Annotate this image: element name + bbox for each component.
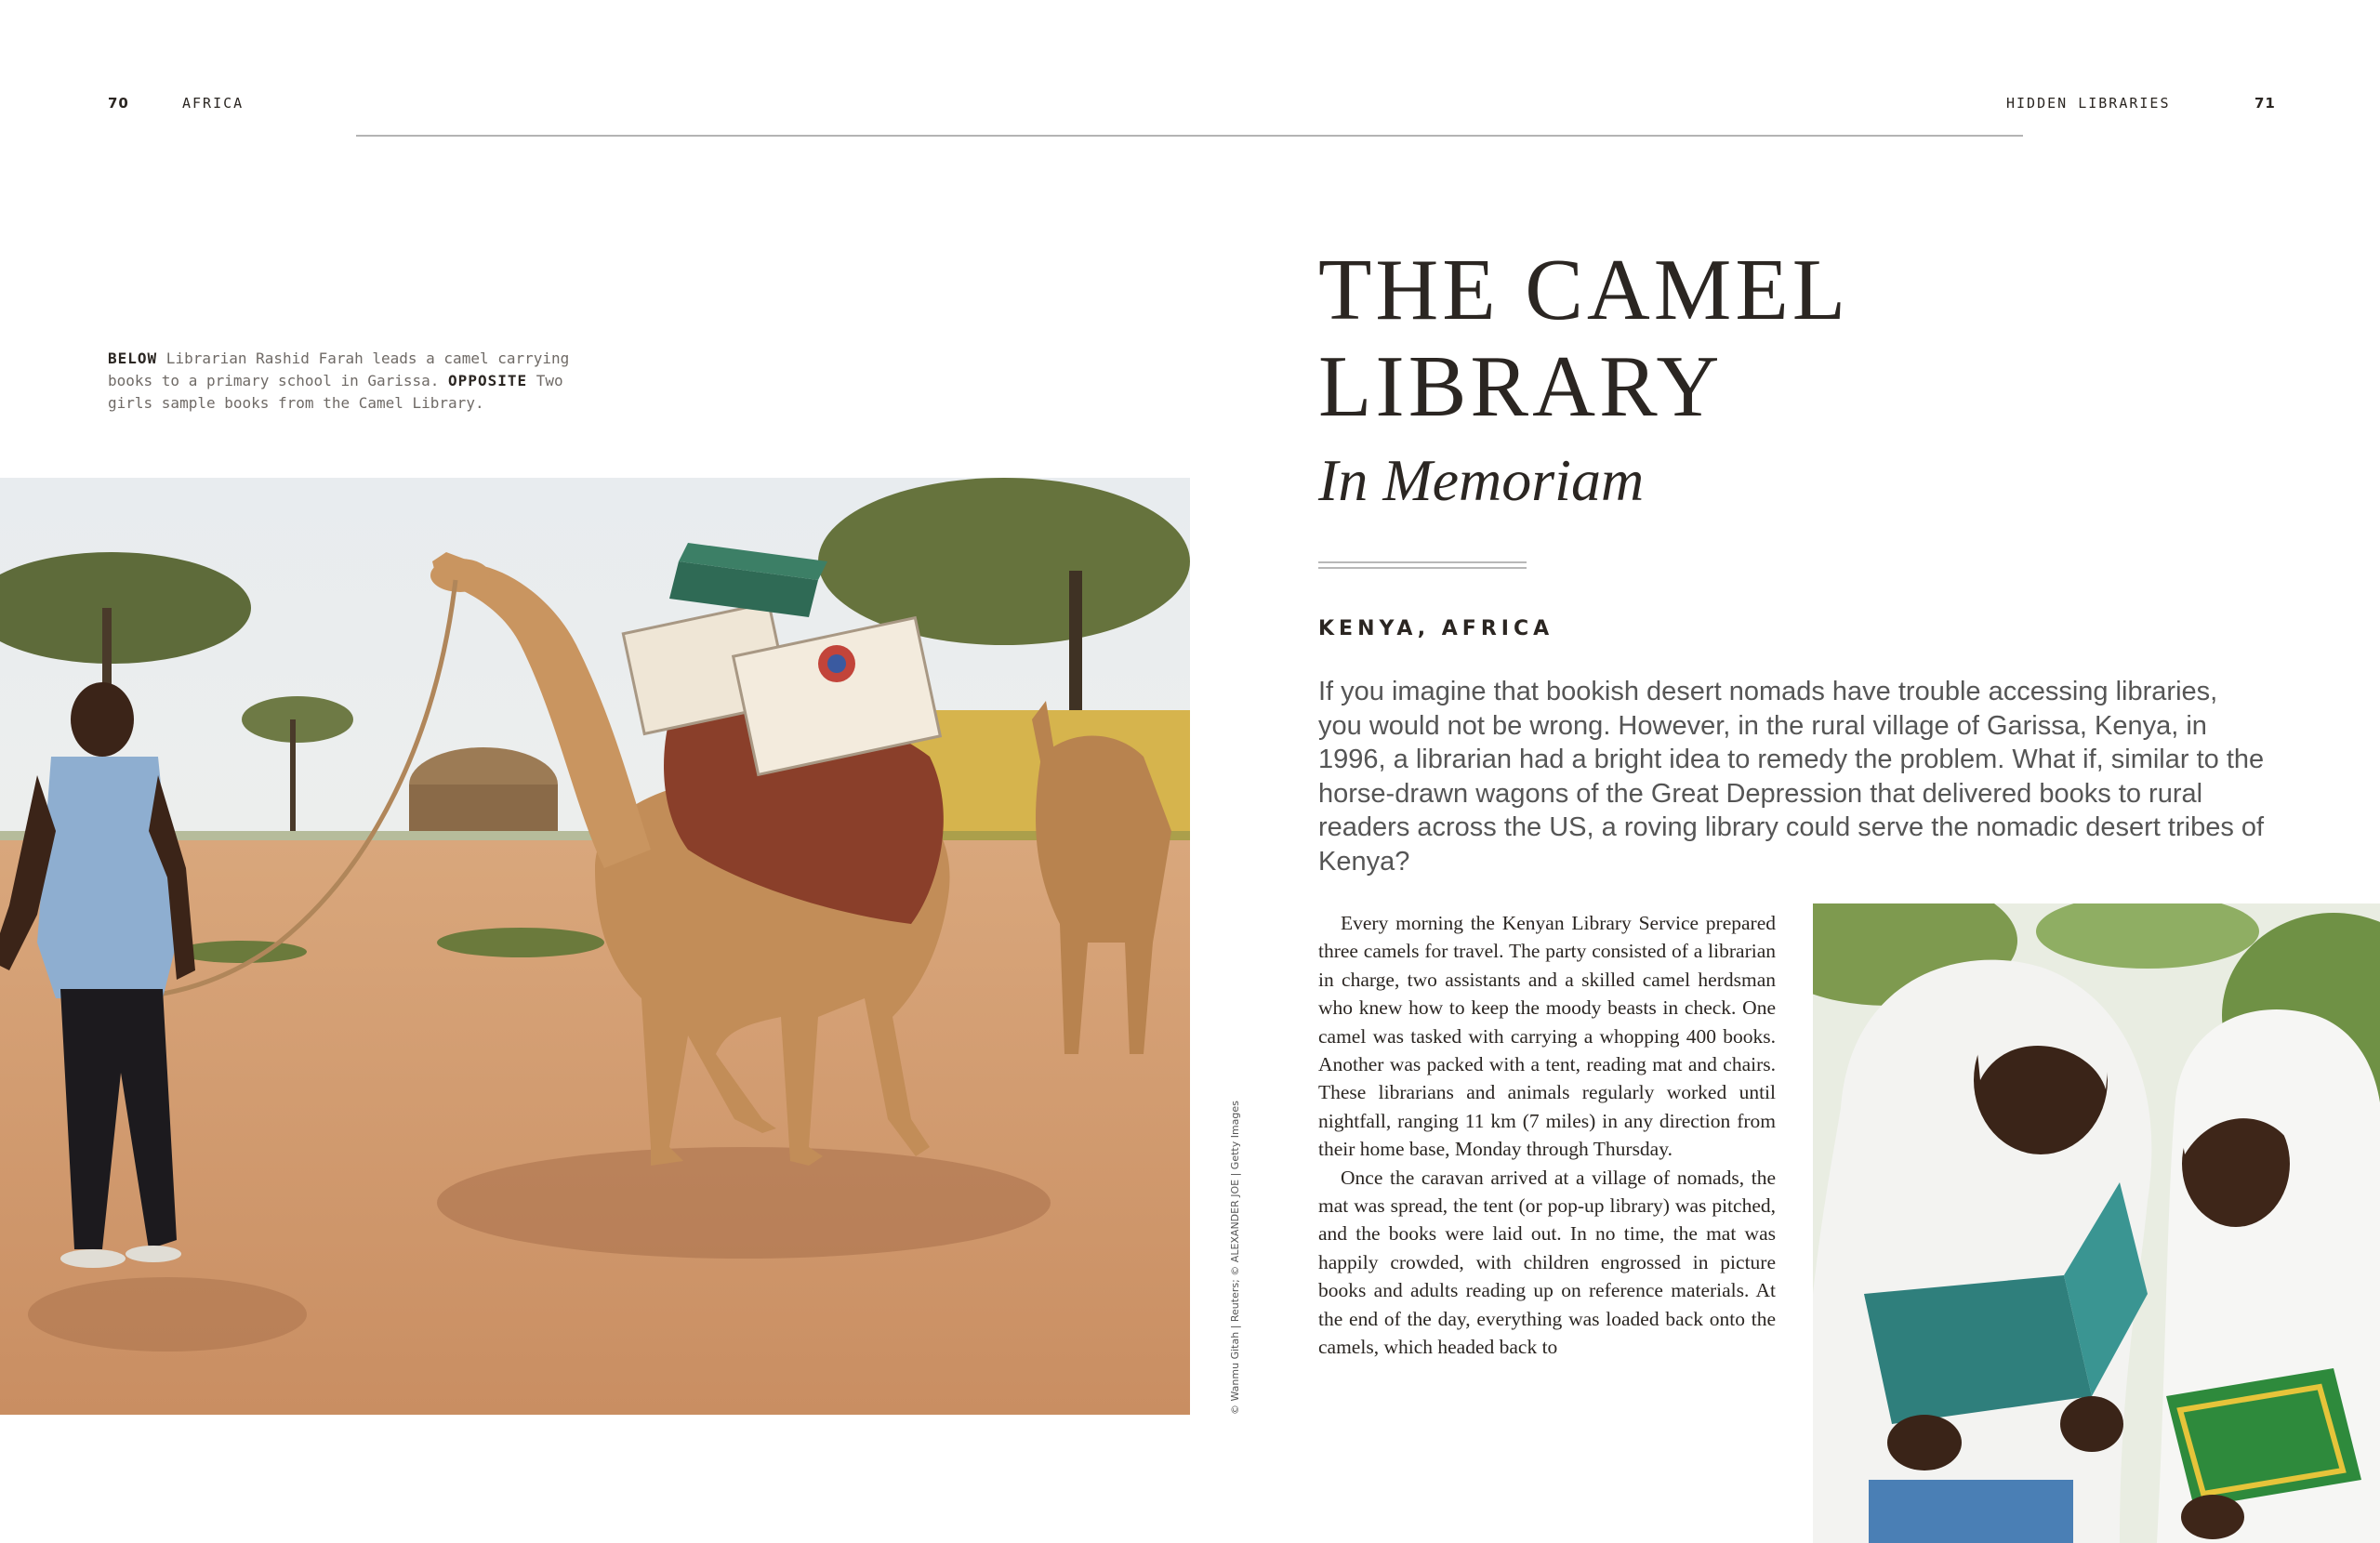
body-paragraph-1: Every morning the Kenyan Library Service prepared three camels for travel. The party consisted of a librarian in charge, two assistants and a skilled camel herdsman who knew how to keep the moody beasts in check. One camel was tasked with carrying a whopping 400 books. Another was packed with a tent, reading mat and chairs. These librarians and animals regularly worked until nightfall, ranging 11 km (7 miles) in any direction from their home base, Monday through Thursday. [1318,912,1776,1161]
caption-text-opposite: Two girls sample books from the Camel Library. [108,372,563,412]
photo-caption [108,348,591,415]
article-location: KENYA, AFRICA [1318,617,1554,640]
right-section-title: HIDDEN LIBRARIES [2006,95,2171,112]
article-subtitle: In Memoriam [1318,447,1645,513]
camel-library-photo [0,478,1190,1415]
photo-credit: © Wanmu Gitah | Reuters; © ALEXANDER JOE | Getty Images [1229,1101,1241,1415]
left-page-number: 70 [108,95,129,112]
header-rule [356,135,2023,137]
article-title [1318,242,1849,435]
left-section-title: AFRICA [182,95,245,112]
body-paragraph-2: Once the caravan arrived at a village of nomads, the mat was spread, the tent (or pop-up library) was pitched, and the books were laid out. In no time, the mat was happily crowded, with children engrossed in picture books and adults reading up on reference materials. At the end of the day, everything was loaded back onto the camels, which headed back to [1318,1166,1776,1359]
right-page-number: 71 [2254,95,2276,112]
girls-reading-photo [1813,903,2380,1543]
title-divider [1318,561,1527,569]
title-line-2: LIBRARY [1318,338,1724,435]
article-body [1318,909,1776,1362]
caption-label-below: BELOW [108,349,158,367]
caption-text-below: Librarian Rashid Farah leads a camel carrying books to a primary school in Garissa. [108,349,570,389]
title-line-1: THE CAMEL [1318,242,1850,338]
article-intro: If you imagine that bookish desert nomads have trouble accessing libraries, you would not be wrong. However, in the rural village of Garissa, Kenya, in 1996, a librarian had a bright idea to remedy the problem. What if, similar to the horse-drawn wagons of the Great Depression that delivered books to rural readers across the US, a roving library could serve the nomadic desert tribes of Kenya? [1318,677,2265,877]
caption-label-opposite: OPPOSITE [448,372,528,389]
